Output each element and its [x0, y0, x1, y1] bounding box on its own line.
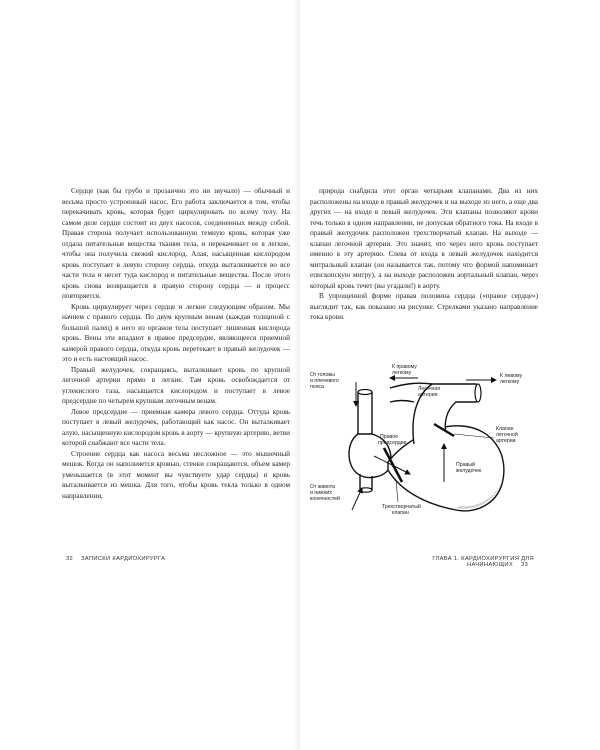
book-gutter [294, 0, 302, 750]
paragraph: Сердце (как бы грубо и прозаично это ни звучало) — обычный и весьма просто устроенный насос. Его работа заключается в том, чтобы перекачивать кровь, которая будет циркулировать по всему телу. На самом деле сердце состоит из двух насосов, соединенных между собой. Правая сторона получает использованную темную кровь, которая уже отдала питательные вещества тканям тела, и перекачивает ее в легкие, чтобы она получила свежий кислород. Алая, насыщенная кислородом кровь поступает в левую сторону сердца, откуда выталкивается во все части тела и несет туда кислород и питательные вещества. После этого кровь снова возвращается в правую сторону сердца — и процесс повторяется. [62, 187, 290, 300]
label-tricuspid-valve: Трехстворчатый клапан [382, 504, 421, 516]
paragraph: природа снабдила этот орган четырьмя клапанами. Два из них расположены на входе в правый желудочек и на выходе из него, а еще два других — на входе в левый желудочек. Эти клапаны позволяют крови течь только в одном направлении, не допуская обратного тока. На входе в правый желудочек расположен трехстворчатый клапан. На выходе — клапан легочной артерии. Это значит, что через него кровь поступает именно в эту артерию. Слева от входа в левый желудочек находится митральный клапан (он называется так, потому что формой напоминает епископскую митру), а на выходе расположен аортальный клапан, через который кровь течет (вы угадали!) в аорту. [310, 187, 538, 290]
label-head: От головы и плечевого пояса [310, 372, 339, 390]
right-page-footer [398, 556, 534, 568]
right-ventricle-shape [388, 426, 504, 511]
right-branch-lower [390, 401, 414, 403]
label-to-left-lung: К левому легкому [500, 373, 523, 385]
running-title: ЗАПИСКИ КАРДИОХИРУРГА [80, 556, 166, 562]
vena-cava-opening [358, 390, 372, 395]
page-number: 33 [520, 562, 528, 568]
superior-vena-cava [358, 392, 372, 434]
paragraph: Строение сердца как насоса весьма несложное — это мышечный мешок. Когда он наполняется кровью, стенки сокращаются, объем камер уменьшается (в этот момент вы чувствуете удар сердца) и кровь выталкивается из мешка. Для того, чтобы кровь текла только в одном направлении, [62, 449, 290, 500]
left-page-footer [60, 556, 165, 562]
paragraph: Правый желудочек, сокращаясь, выталкивает кровь по крупной легочной артерии прямо в легкие. Там кровь освобождается от углекислого газа, насыщается кислородом и поступает в левое предсердие по четырем крупным легочным венам. [62, 365, 290, 405]
page-number: 32 [66, 556, 74, 562]
paragraph: Кровь циркулирует через сердце и легкие следующим образом. Мы начнем с правого сердца. По двум крупным венам (каждая толщиной с большой палец) в него из органов тела поступает лишенная кислорода кровь. Вены эти впадают в правое предсердие, являющееся приемной камерой правого сердца, откуда кровь перетекает в правый желудочек — это и есть настоящий насос. [62, 302, 290, 363]
label-pulmonary-valve: Клапан легочной артерии [496, 426, 518, 444]
paragraph: Левое предсердие — приемная камера левого сердца. Оттуда кровь поступает в левый желудочек, работающий как насос. Он выталкивает алую, насыщенную кислородом кровь в аорту — крупную артерию, ветви которой снабжают все части тела. [62, 407, 290, 447]
label-right-atrium: Правое предсердие [378, 434, 407, 446]
right-heart-diagram [306, 362, 546, 527]
label-to-right-lung: К правому легкому [392, 364, 417, 376]
left-branch-opening [475, 384, 481, 402]
paragraph: В упрощенной форме правая половина сердца («правое сердце») выглядит так, как показано на рисунке. Стрелками указано направление тока крови. [310, 292, 538, 321]
right-page-text [310, 186, 538, 323]
label-pulmonary-artery: Легочная артерия [418, 386, 441, 398]
arrow-from-lower-body [352, 488, 362, 510]
label-from-lower-body: От живота и нижних конечностей [310, 484, 340, 502]
label-right-ventricle: Правый желудочек [456, 462, 482, 474]
running-title: ГЛАВА 1. КАРДИОХИРУРГИЯ ДЛЯ НАЧИНАЮЩИХ [432, 556, 534, 568]
left-page-text [62, 186, 290, 501]
